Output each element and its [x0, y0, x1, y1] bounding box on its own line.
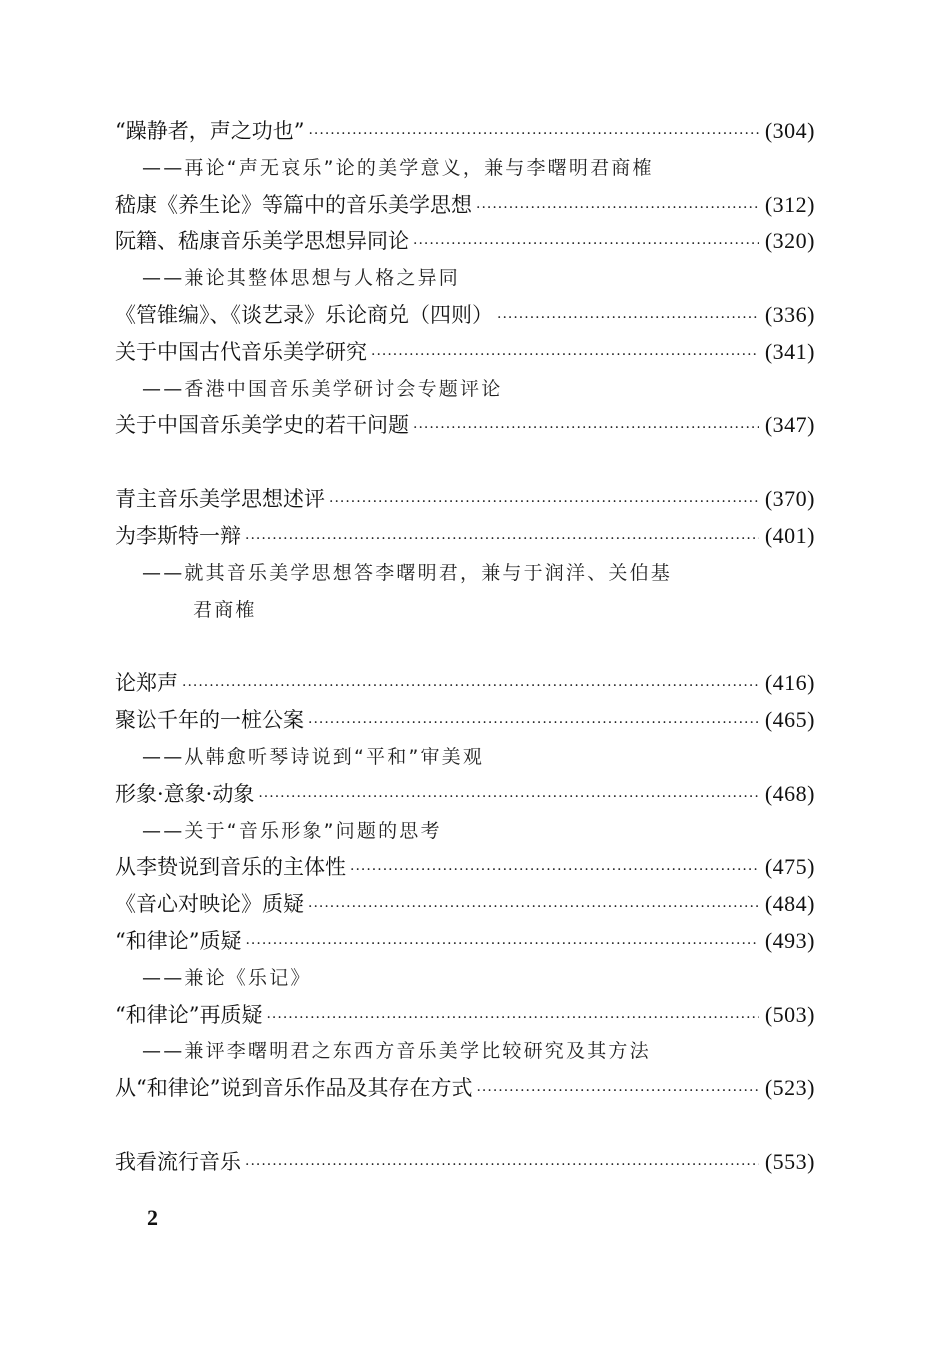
dot-leader	[182, 668, 759, 705]
toc-entry	[115, 518, 815, 555]
toc-page-number: (475)	[764, 854, 815, 880]
toc-entry	[115, 1144, 815, 1181]
toc-subtitle: ——再论“声无哀乐”论的美学意义，兼与李曙明君商榷	[142, 156, 654, 179]
toc-entry-title: 从“和律论”说到音乐作品及其存在方式	[115, 1076, 473, 1101]
toc-entry-title: 形象·意象·动象	[115, 781, 255, 806]
toc-entry-title: 关于中国音乐美学史的若干问题	[115, 413, 409, 438]
toc-entry	[115, 849, 815, 886]
toc-page-number: (468)	[764, 780, 815, 806]
dot-leader	[476, 190, 759, 227]
toc-subtitle: ——香港中国音乐美学研讨会专题评论	[142, 377, 503, 400]
toc-subtitle: ——关于“音乐形象”问题的思考	[142, 819, 442, 842]
dot-leader	[413, 226, 759, 263]
toc-subtitle: ——兼论《乐记》	[142, 966, 312, 989]
toc-page-number: (370)	[764, 486, 815, 512]
toc-entry-title: 《管锥编》、《谈艺录》乐论商兑（四则）	[115, 302, 493, 327]
toc-entry-title: “和律论”再质疑	[115, 1002, 263, 1027]
table-of-contents	[115, 113, 815, 1181]
toc-entry	[115, 334, 815, 371]
dot-leader	[245, 926, 758, 963]
dot-leader	[258, 779, 758, 816]
dot-leader	[497, 300, 759, 337]
toc-entry-title: 为李斯特一辩	[115, 523, 241, 548]
toc-entry	[115, 923, 815, 960]
toc-page-number: (484)	[764, 891, 815, 917]
toc-page-number: (523)	[764, 1075, 815, 1101]
toc-page-number: (304)	[764, 118, 815, 143]
section-gap	[115, 1107, 815, 1144]
page-folio-number: 2	[147, 1205, 158, 1230]
toc-entry-title: “躁静者，声之功也”	[115, 119, 305, 143]
toc-page-number: (320)	[764, 228, 815, 254]
dot-leader	[329, 484, 759, 521]
toc-entry-title: 阮籍、嵇康音乐美学思想异同论	[115, 229, 409, 254]
toc-entry	[115, 223, 815, 260]
toc-subtitle: ——兼论其整体思想与人格之异同	[142, 267, 461, 290]
toc-subtitle: ——就其音乐美学思想答李曙明君，兼与于润洋、关伯基	[142, 561, 673, 584]
toc-entry-title: 我看流行音乐	[115, 1149, 241, 1174]
dot-leader	[308, 116, 758, 153]
dot-leader	[308, 889, 759, 926]
toc-subtitle: ——从韩愈听琴诗说到“平和”审美观	[142, 745, 485, 768]
toc-page-number: (336)	[764, 301, 815, 327]
toc-entry-title: 从李贽说到音乐的主体性	[115, 855, 346, 880]
toc-subtitle: ——兼评李曙明君之东西方音乐美学比较研究及其方法	[142, 1040, 651, 1063]
toc-page-number: (465)	[764, 707, 815, 733]
toc-entry-title: 关于中国古代音乐美学研究	[115, 339, 367, 364]
toc-entry	[115, 187, 815, 224]
toc-page-number: (493)	[764, 927, 815, 953]
toc-entry-title: 青主音乐美学思想述评	[115, 487, 325, 512]
dot-leader	[245, 521, 759, 558]
toc-entry	[115, 1070, 815, 1107]
toc-entry	[115, 702, 815, 739]
toc-page-number: (401)	[764, 522, 815, 548]
dot-leader	[245, 1147, 759, 1184]
toc-entry-title: 嵇康《养生论》等篇中的音乐美学思想	[115, 192, 472, 217]
toc-page-number: (312)	[764, 191, 815, 217]
dot-leader	[413, 410, 759, 447]
toc-entry	[115, 665, 815, 702]
dot-leader	[308, 705, 759, 742]
toc-entry-title: 论郑声	[115, 671, 178, 696]
dot-leader	[350, 852, 759, 889]
toc-entry-title: “和律论”质疑	[115, 928, 242, 953]
toc-subtitle-continued: 君商榷	[193, 598, 257, 621]
toc-page-number: (341)	[764, 338, 815, 364]
toc-entry-title: 聚讼千年的一桩公案	[115, 708, 304, 733]
dot-leader	[371, 337, 759, 374]
toc-entry	[115, 997, 815, 1034]
toc-page-number: (347)	[764, 412, 815, 438]
section-gap	[115, 628, 815, 665]
toc-entry	[115, 113, 815, 150]
toc-page-number: (553)	[764, 1148, 815, 1174]
toc-entry	[115, 407, 815, 444]
toc-entry	[115, 297, 815, 334]
toc-entry	[115, 776, 815, 813]
toc-page-number: (503)	[764, 1001, 815, 1027]
toc-entry	[115, 886, 815, 923]
toc-entry	[115, 481, 815, 518]
dot-leader	[476, 1073, 758, 1110]
toc-entry-title: 《音心对映论》质疑	[115, 892, 304, 917]
section-gap	[115, 444, 815, 481]
dot-leader	[266, 1000, 758, 1037]
toc-page-number: (416)	[764, 670, 815, 696]
